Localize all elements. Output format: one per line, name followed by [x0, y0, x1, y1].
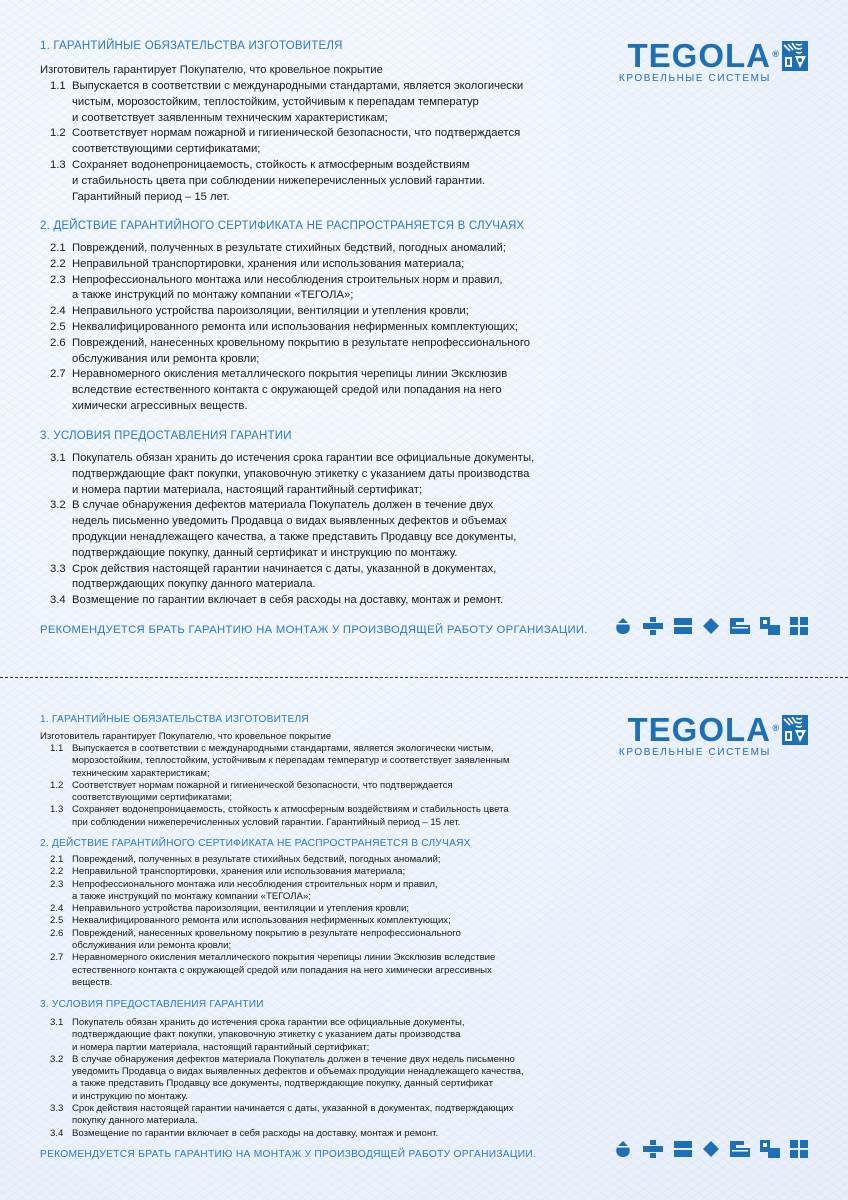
- list-item: 2.7 Неравномерного окисления металлического покрытия черепицы линии Эксклюзив вследствие естественного контакта с окружающей средой или попадания на него химически агрессивных веществ.: [50, 368, 508, 412]
- list-item: 3.1 Покупатель обязан хранить до истечения срока гарантии все официальные документы, подтверждающие факт покупки, упаковочную этикетку с указанием даты производства и номера партии материала, настоящий гарантийный сертификат;: [50, 452, 535, 496]
- diamond-tile-icon: [702, 617, 720, 635]
- list-item: 1.1 Выпускается в соответствии с международными стандартами, является экологически чистым, морозостойким, теплостойким, устойчивым к перепадам температур и соответствует заявленным техническим характеристикам;: [50, 743, 510, 779]
- logo-tagline: КРОВЕЛЬНЫЕ СИСТЕМЫ: [618, 73, 771, 84]
- list-item: 1.2 Соответствует нормам пожарной и гигиенической безопасности, что подтверждается соответствующими сертификатами;: [50, 127, 521, 156]
- list-item: 2.6 Повреждений, нанесенных кровельному покрытию в результате непрофессионального обслуживания или ремонта кровли;: [50, 336, 530, 365]
- step-tile-icon: [760, 617, 780, 635]
- list-item: 2.5 Неквалифицированного ремонта или использования нефирменных комплектующих;: [50, 320, 519, 333]
- drop-tile-icon: [614, 1140, 632, 1158]
- list-item: 3.1 Покупатель обязан хранить до истечения срока гарантии все официальные документы, подтверждающие факт покупки, упаковочную этикетку с указанием даты производства и номера партии материала, настоящий гарантийный сертификат;: [50, 1017, 465, 1053]
- section-3-list: [50, 451, 534, 609]
- logo-emblem-icon: [782, 41, 808, 71]
- section-2-list: [50, 241, 530, 415]
- list-item: 3.2 В случае обнаружения дефектов материала Покупатель должен в течение двух недель письменно уведомить Продавца о видах выявленных дефектов и объемах продукции ненадлежащего качества, а также представить Продавцу все документы, подтверждающие покупку, данный сертификат и инструкцию по монтажу.: [50, 1053, 524, 1102]
- list-item: 2.1 Повреждений, полученных в результате стихийных бедствий, погодных аномалий;: [50, 854, 441, 865]
- list-item: 3.3 Срок действия настоящей гарантии начинается с даты, указанной в документах, подтверждающих покупку данного материала.: [50, 562, 497, 591]
- list-item: 2.5 Неквалифицированного ремонта или использования нефирменных комплектующих;: [50, 915, 451, 927]
- list-item: 2.1 Повреждений, полученных в результате стихийных бедствий, погодных аномалий;: [50, 242, 506, 254]
- list-item: 3.3 Срок действия настоящей гарантии начинается с даты, указанной в документах, подтверждающих покупку данного материала.: [50, 1103, 514, 1127]
- warranty-certificate-bottom: [0, 684, 848, 1200]
- installation-recommendation: РЕКОМЕНДУЕТСЯ БРАТЬ ГАРАНТИЮ НА МОНТАЖ У ПРОИЗВОДЯЩЕЙ РАБОТУ ОРГАНИЗАЦИИ.: [40, 624, 588, 636]
- section-1-intro: Изготовитель гарантирует Покупателю, что кровельное покрытие: [40, 731, 332, 742]
- list-item: 2.4 Неправильного устройства пароизоляции, вентиляции и утепления кровли;: [50, 305, 469, 318]
- tegola-logo: [618, 711, 808, 758]
- logo-wordmark: TEGOLA ®: [627, 711, 780, 748]
- list-item: 2.6 Повреждений, нанесенных кровельному покрытию в результате непрофессионального обслуживания или ремонта кровли;: [50, 927, 461, 952]
- grid-tile-icon: [790, 1140, 808, 1158]
- list-item: 1.3 Сохраняет водонепроницаемость, стойкость к атмосферным воздействиям и стабильность цвета при соблюдении нижеперечисленных условий гарантии. Гарантийный период – 15 лет.: [50, 158, 486, 203]
- tile-icons-row: [614, 617, 808, 635]
- logo-tagline: КРОВЕЛЬНЫЕ СИСТЕМЫ: [618, 747, 771, 758]
- wave-tile-icon: [730, 1141, 750, 1157]
- cross-tile-icon: [642, 617, 664, 635]
- section-2-list: [50, 854, 495, 989]
- wave-tile-icon: [730, 618, 750, 634]
- section-2-title: 2. ДЕЙСТВИЕ ГАРАНТИЙНОГО СЕРТИФИКАТА НЕ РАСПРОСТРАНЯЕТСЯ В СЛУЧАЯХ: [40, 838, 471, 849]
- section-1-title: 1. ГАРАНТИЙНЫЕ ОБЯЗАТЕЛЬСТВА ИЗГОТОВИТЕЛЯ: [40, 714, 309, 725]
- section-3-list: [50, 1017, 524, 1140]
- step-tile-icon: [760, 1140, 780, 1158]
- cross-tile-icon: [642, 1140, 664, 1158]
- section-1-title: 1. ГАРАНТИЙНЫЕ ОБЯЗАТЕЛЬСТВА ИЗГОТОВИТЕЛЯ: [40, 40, 343, 52]
- list-item: 2.2 Неправильной транспортировки, хранения или использования материала;: [50, 257, 465, 270]
- tile-icons-row: [614, 1140, 808, 1158]
- list-item: 2.4 Неправильного устройства пароизоляции, вентиляции и утепления кровли;: [50, 903, 410, 915]
- drop-tile-icon: [614, 617, 632, 635]
- rect-tile-icon: [674, 618, 692, 634]
- cut-line-divider: [0, 677, 848, 678]
- list-item: 2.2 Неправильной транспортировки, хранения или использования материала;: [50, 866, 406, 878]
- list-item: 3.2 В случае обнаружения дефектов материала Покупатель должен в течение двух недель письменно уведомить Продавца о видах выявленных дефектов и объемах продукции ненадлежащего качества, а также представить Продавцу все документы, подтверждающие покупку, данный сертификат и инструкцию по монтажу.: [50, 499, 517, 559]
- section-3-title: 3. УСЛОВИЯ ПРЕДОСТАВЛЕНИЯ ГАРАНТИИ: [40, 430, 292, 442]
- list-item: 2.7 Неравномерного окисления металлического покрытия черепицы линии Эксклюзив вследствие естественного контакта с окружающей средой или попадания на него химически агрессивных веществ.: [50, 952, 496, 988]
- section-1-list: [50, 79, 523, 205]
- logo-wordmark: TEGOLA ®: [627, 37, 780, 74]
- list-item: 2.3 Непрофессионального монтажа или несоблюдения строительных норм и правил, а также инструкций по монтажу компании «ТЕГОЛА»;: [50, 878, 438, 902]
- list-item: 2.3 Непрофессионального монтажа или несоблюдения строительных норм и правил, а также инструкций по монтажу компании «ТЕГОЛА»;: [50, 273, 503, 302]
- diamond-tile-icon: [702, 1140, 720, 1158]
- list-item: 1.1 Выпускается в соответствии с международными стандартами, является экологически чистым, морозостойким, теплостойким, устойчивым к перепадам температур и соответствует заявленным техническим характеристикам;: [50, 80, 524, 124]
- section-3-title: 3. УСЛОВИЯ ПРЕДОСТАВЛЕНИЯ ГАРАНТИИ: [40, 999, 264, 1010]
- list-item: 1.3 Сохраняет водонепроницаемость, стойкость к атмосферным воздействиям и стабильность цвета при соблюдении нижеперечисленных условий гарантии. Гарантийный период – 15 лет.: [50, 804, 509, 828]
- installation-recommendation: РЕКОМЕНДУЕТСЯ БРАТЬ ГАРАНТИЮ НА МОНТАЖ У ПРОИЗВОДЯЩЕЙ РАБОТУ ОРГАНИЗАЦИИ.: [40, 1149, 537, 1160]
- logo-emblem-icon: [782, 715, 808, 745]
- grid-tile-icon: [790, 617, 808, 635]
- tegola-logo: [618, 37, 808, 84]
- list-item: 3.4 Возмещение по гарантии включает в себя расходы на доставку, монтаж и ремонт.: [50, 594, 504, 607]
- section-1-intro: Изготовитель гарантирует Покупателю, что кровельное покрытие: [40, 64, 383, 76]
- section-2-title: 2. ДЕЙСТВИЕ ГАРАНТИЙНОГО СЕРТИФИКАТА НЕ РАСПРОСТРАНЯЕТСЯ В СЛУЧАЯХ: [40, 220, 525, 232]
- list-item: 1.2 Соответствует нормам пожарной и гигиенической безопасности, что подтверждается соответствующими сертификатами;: [50, 779, 453, 804]
- section-1-list: [50, 743, 510, 829]
- rect-tile-icon: [674, 1141, 692, 1157]
- list-item: 3.4 Возмещение по гарантии включает в себя расходы на доставку, монтаж и ремонт.: [50, 1127, 439, 1139]
